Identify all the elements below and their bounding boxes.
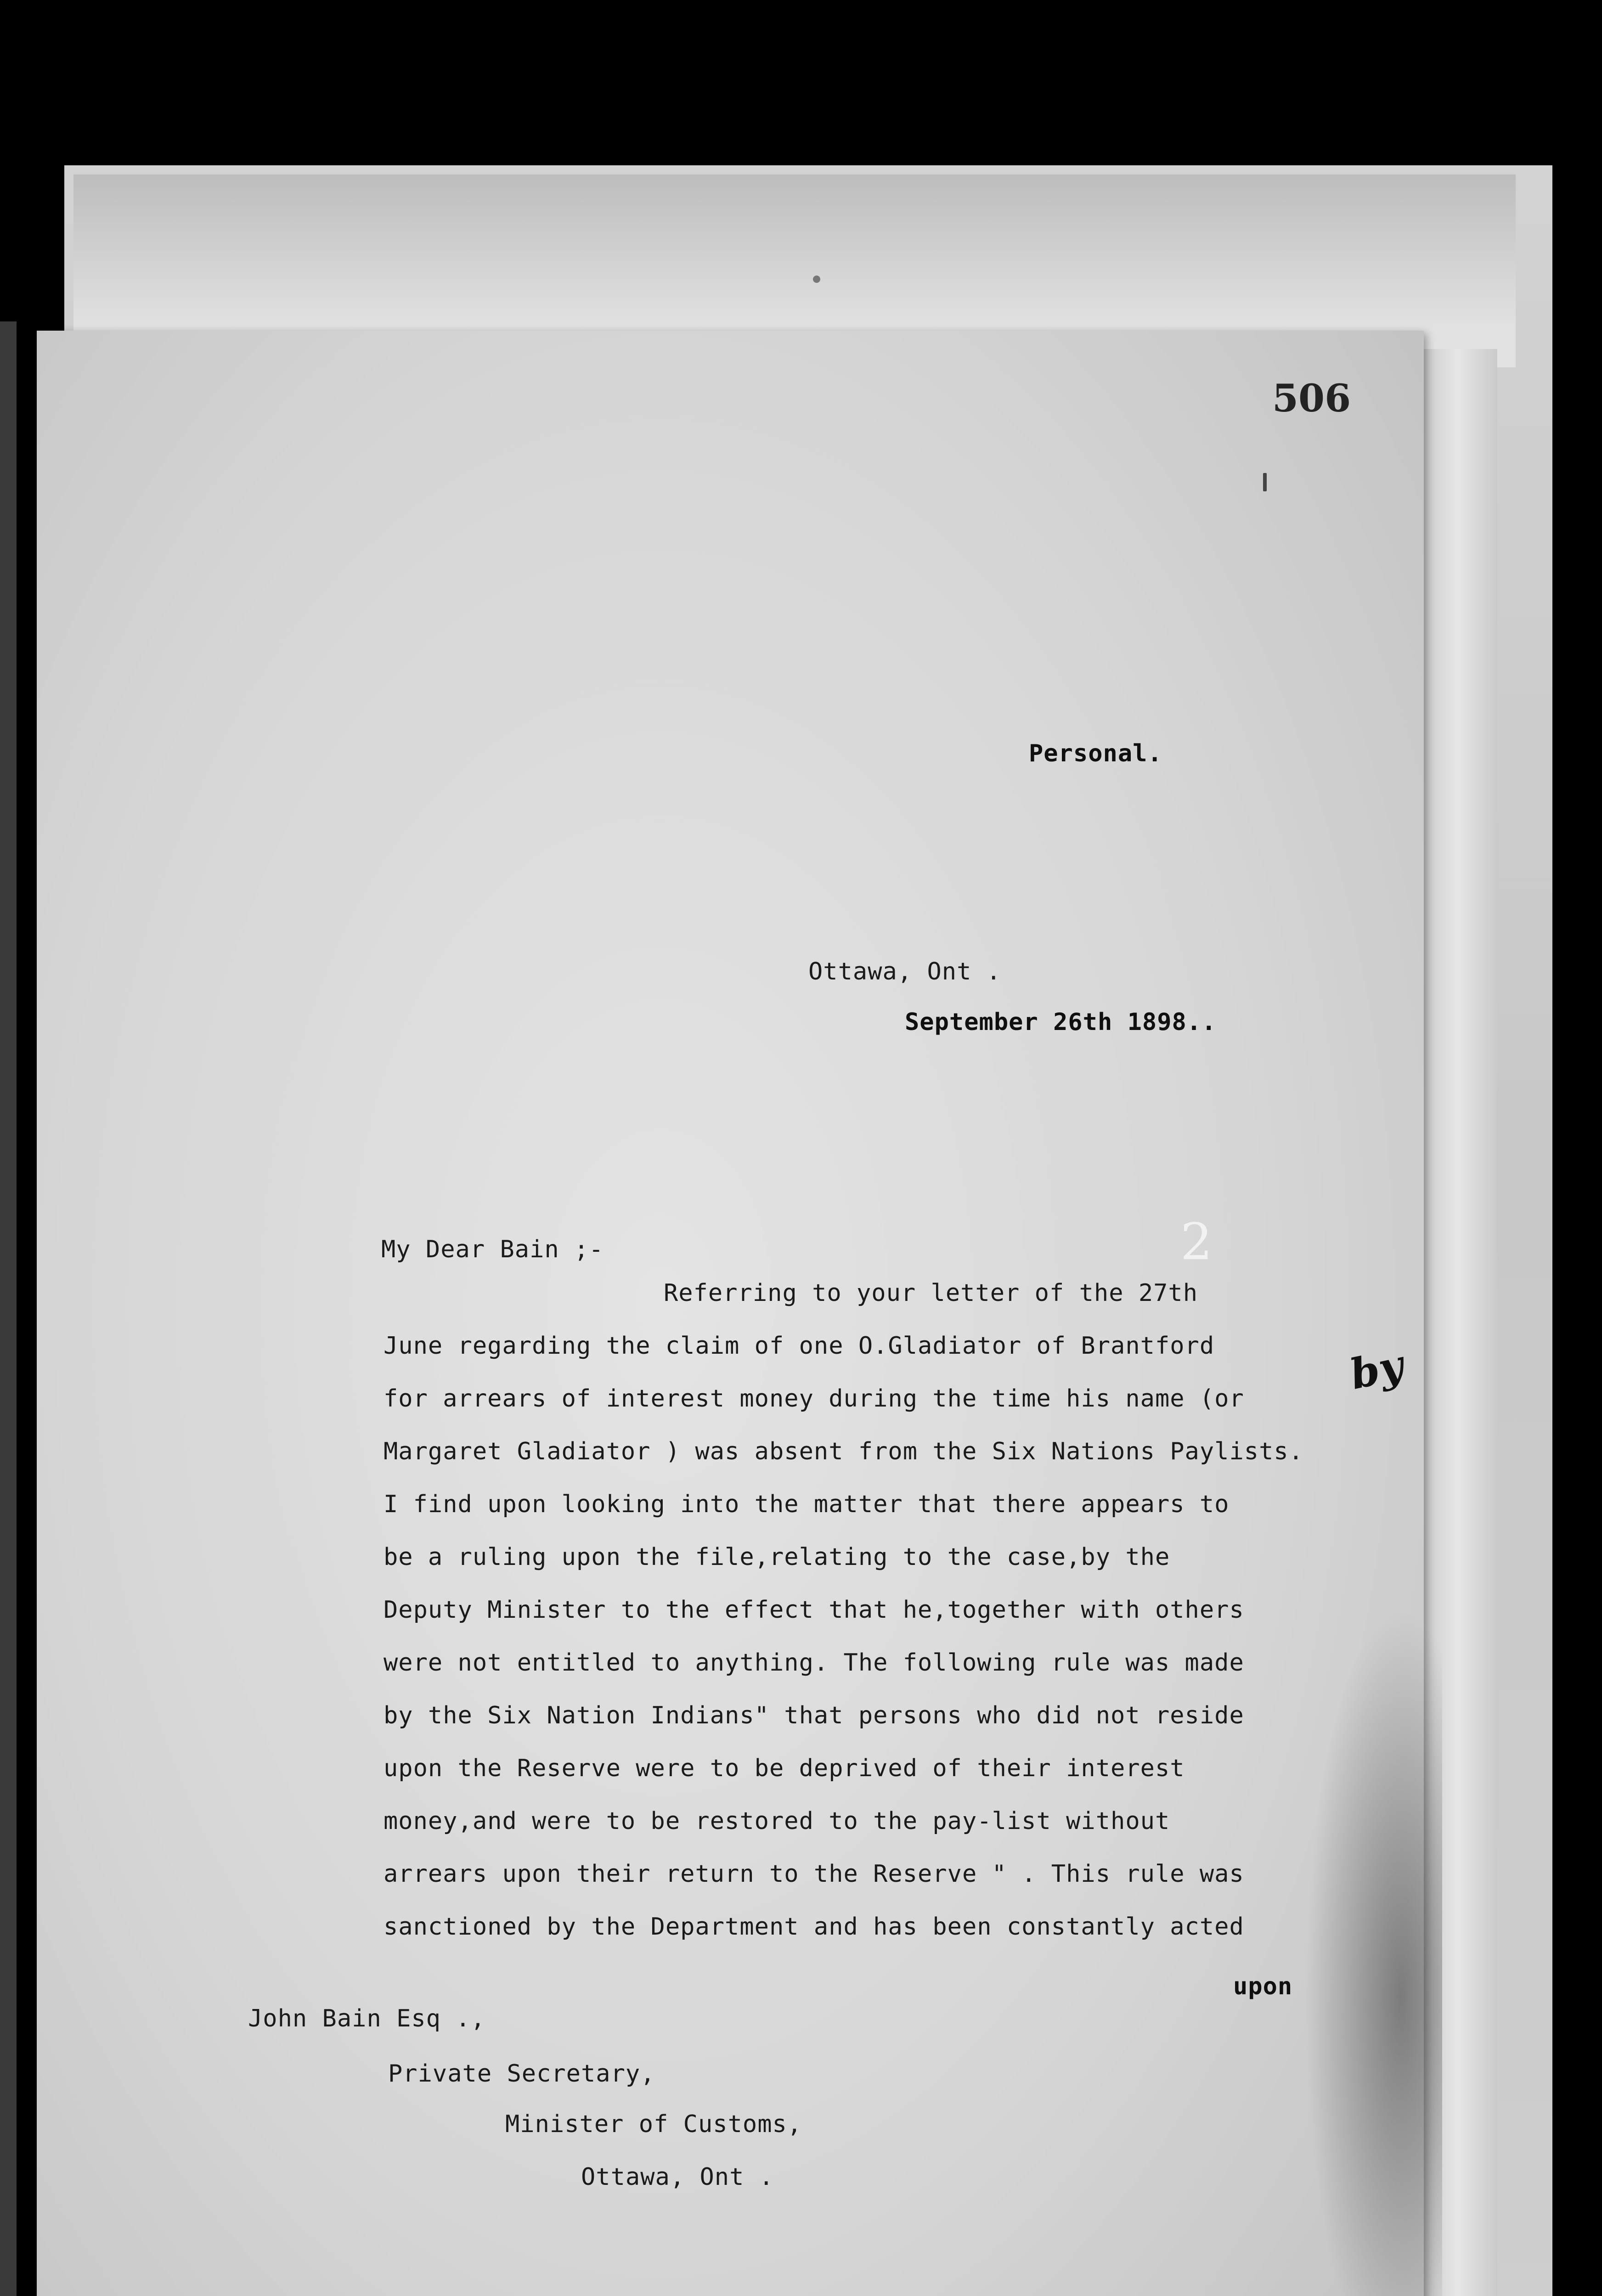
page-number: 506 [1272,377,1351,421]
body-line: Referring to your letter of the 27th [664,1279,1198,1307]
margin-number-mark: 2 [1180,1212,1213,1271]
salutation: My Dear Bain ;- [381,1236,604,1263]
body-line: arrears upon their return to the Reserve " . This rule was [384,1860,1244,1888]
letter-date: September 26th 1898.. [905,1008,1217,1036]
letter-page [37,331,1424,2296]
body-line: Margaret Gladiator ) was absent from the Six Nations Paylists. [384,1438,1304,1465]
body-line: for arrears of interest money during the time his name (or [384,1385,1244,1412]
addressee-department: Minister of Customs, [505,2110,802,2138]
body-line: I find upon looking into the matter that there appears to [384,1491,1230,1518]
body-line: money,and were to be restored to the pay-list without [384,1807,1170,1835]
body-line: upon the Reserve were to be deprived of their interest [384,1755,1185,1782]
speck [813,276,820,283]
film-edge [0,321,17,2296]
body-line: sanctioned by the Department and has been constantly acted [384,1913,1244,1941]
body-line: by the Six Nation Indians" that persons who did not reside [384,1702,1244,1729]
addressee-name: John Bain Esq ., [248,2005,485,2032]
body-line: were not entitled to anything. The following rule was made [384,1649,1244,1677]
addressee-title: Private Secretary, [388,2060,655,2088]
page-shadow [1304,1607,1442,2296]
letter-location: Ottawa, Ont . [808,958,1001,985]
body-line: be a ruling upon the file,relating to the case,by the [384,1543,1170,1571]
pencil-mark [1263,473,1267,491]
addressee-city: Ottawa, Ont . [581,2163,774,2191]
heading-personal: Personal. [1029,740,1162,767]
continuation-word: upon [1233,1973,1293,2000]
body-line: June regarding the claim of one O.Gladiator of Brantford [384,1332,1215,1360]
body-line: Deputy Minister to the effect that he,together with others [384,1596,1244,1624]
handwritten-insertion: by [1346,1340,1408,1399]
